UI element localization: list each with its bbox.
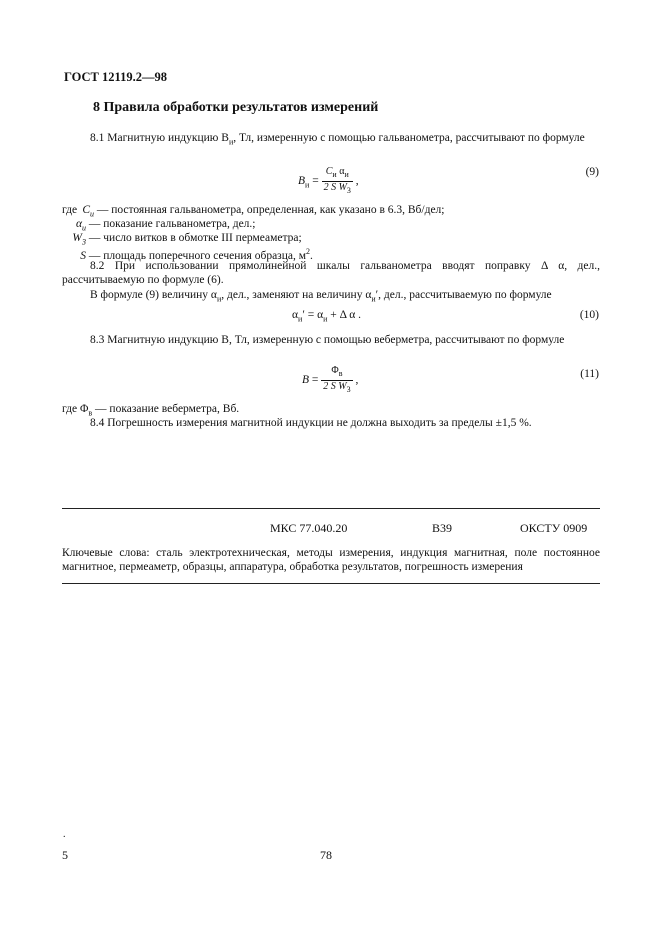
- where11-sub: в: [88, 408, 93, 418]
- where11-rest: — показание веберметра, Вб.: [92, 403, 240, 415]
- eq10-body: α: [292, 309, 299, 321]
- eq11-tail: ,: [355, 374, 359, 387]
- formula-10: [292, 309, 361, 323]
- where9-sym-2: W: [72, 232, 82, 244]
- eq9-lhs-sub: и: [305, 180, 310, 190]
- eq11-fraction: [321, 365, 352, 396]
- eq9-equals: =: [312, 175, 319, 188]
- where9-sub-0: и: [89, 209, 94, 219]
- p81-text: 8.1 Магнитную индукцию B: [90, 132, 229, 144]
- p82b-sub: и: [216, 294, 222, 304]
- where9-sym-1: α: [75, 218, 82, 230]
- eq11-lhs: B: [302, 374, 310, 387]
- eq9-den: 2 S W: [323, 182, 347, 193]
- document-header: ГОСТ 12119.2—98: [64, 70, 167, 84]
- eq9-fraction: [322, 166, 353, 197]
- where9-sub-1: и: [82, 223, 86, 233]
- paragraph-8-2b: [62, 288, 600, 307]
- okstu-code: ОКСТУ 0909: [520, 521, 588, 535]
- eq10-mid: ′ = α: [302, 309, 324, 321]
- paragraph-8-2: 8.2 При использовании прямолинейной шкалы гальванометра вводят поправку Δ α, дел., рассчитываемую по формуле (6).: [62, 260, 600, 287]
- eq10-sub2: и: [323, 314, 328, 324]
- paragraph-8-3: 8.3 Магнитную индукцию B, Тл, измеренную с помощью веберметра, рассчитывают по формуле: [90, 334, 565, 346]
- eq10-sub: и: [298, 314, 303, 324]
- dot-mark: .: [63, 829, 66, 840]
- where9-desc-2: — число витков в обмотке III пермеаметра;: [88, 232, 302, 244]
- eq11-num: Φ: [331, 365, 339, 376]
- footer-page-number: 78: [320, 848, 332, 862]
- p82b-rest: ′, дел., рассчитываемую по формуле: [375, 289, 552, 301]
- eq9-tail: ,: [355, 175, 359, 188]
- formula-10-number: (10): [579, 309, 599, 321]
- footer-left-page: 5: [62, 848, 68, 862]
- where9-sym-3: S: [80, 249, 86, 262]
- formula-9: [298, 166, 359, 197]
- where9-desc-0: — постоянная гальванометра, определенная, как указано в 6.3, Вб/дел;: [96, 204, 445, 216]
- eq9-num-alpha: α: [339, 166, 345, 177]
- keywords: Ключевые слова: сталь электротехническая, методы измерения, индукция магнитная, поле постоянное магнитное, пермеаметр, образцы, аппаратура, обработка результатов, погрешность измерения: [62, 547, 600, 574]
- category-code: В39: [432, 521, 453, 535]
- eq10-tail: + Δ α .: [327, 309, 362, 321]
- eq9-num-alpha-sub: и: [344, 170, 349, 179]
- section-title: 8 Правила обработки результатов измерений: [93, 100, 379, 115]
- eq9-den-sub: 3: [346, 186, 351, 195]
- top-rule: [62, 508, 600, 509]
- where9-end-3: .: [310, 249, 313, 262]
- p81-sub: и: [228, 137, 234, 147]
- paragraph-8-4: 8.4 Погрешность измерения магнитной индукции не должна выходить за пределы ±1,5 %.: [90, 417, 532, 429]
- where9-sub-2: 3: [82, 237, 86, 247]
- eq11-den: 2 S W: [323, 381, 347, 392]
- where9-lead: где: [62, 204, 78, 216]
- where9-sym-0: C: [82, 204, 90, 216]
- paragraph-8-1: [62, 131, 600, 150]
- bottom-rule: [62, 583, 600, 584]
- eq9-num-c: C: [325, 166, 333, 177]
- p82b-text: В формуле (9) величину α: [90, 289, 217, 301]
- eq9-num-c-sub: и: [332, 170, 337, 179]
- mks-code: МКС 77.040.20: [270, 521, 348, 535]
- formula-11: [302, 365, 358, 396]
- formula-11-number: (11): [580, 368, 599, 380]
- where11-text: где Φ: [62, 403, 89, 415]
- where9-desc-1: — показание гальванометра, дел.;: [88, 218, 256, 230]
- p82b-mid: , дел., заменяют на величину α: [221, 289, 372, 301]
- formula-9-number: (9): [585, 166, 599, 178]
- where9-desc-3: — площадь поперечного сечения образца, м: [88, 249, 307, 262]
- p81-rest: , Тл, измеренную с помощью гальванометра, рассчитывают по формуле: [233, 132, 585, 144]
- eq9-lhs: B: [298, 175, 306, 188]
- eq11-den-sub: 3: [346, 385, 351, 394]
- eq11-num-sub: в: [338, 369, 343, 378]
- p82b-sub2: и: [371, 294, 376, 304]
- eq11-equals: =: [311, 374, 319, 387]
- where9-sup-3: 2: [306, 247, 311, 256]
